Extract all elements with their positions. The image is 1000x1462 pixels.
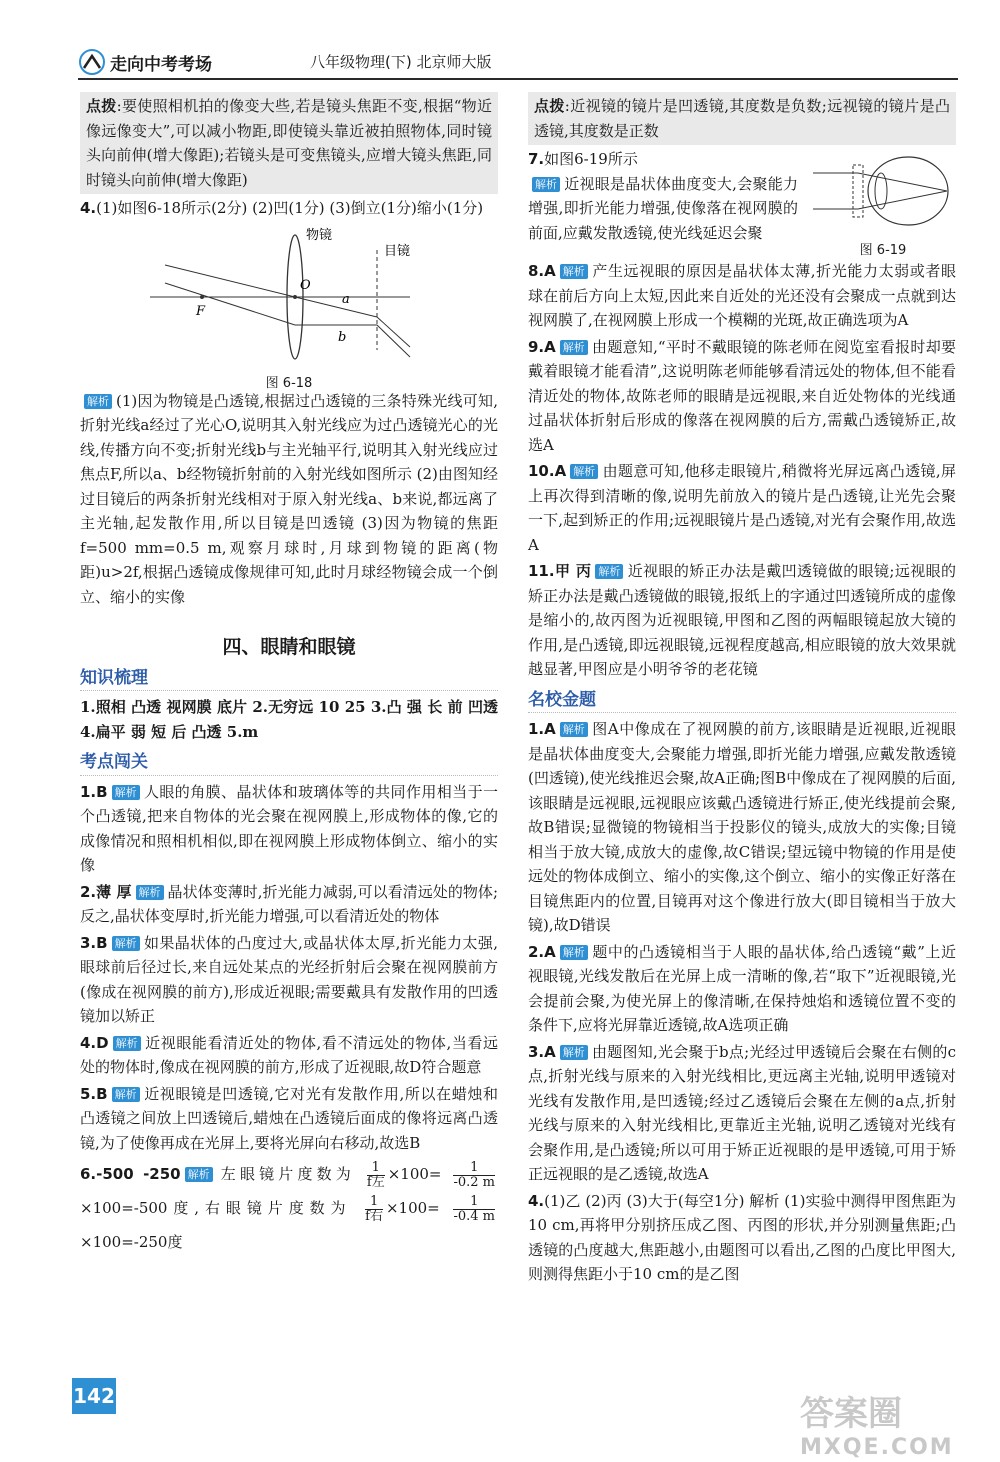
item-text: 题中的凸透镜相当于人眼的晶状体,给凸透镜“戴”上近视眼镜,光线发散后在光屏上成一清晰的像,若“取下”近视眼镜,光会提前会聚,为使光屏上的像清晰,在保持烛焰和透镜位置不变的条件下,应将光屏靠近透镜,故A选项正确 (528, 942, 956, 1034)
objective-label: 物镜 (306, 227, 333, 243)
fraction (453, 1195, 495, 1224)
numerator: 1 (369, 1193, 379, 1209)
center-label: O (300, 277, 311, 293)
item-7-text (528, 147, 798, 245)
eyeball (868, 157, 948, 225)
item-text: 人眼的角膜、晶状体和玻璃体等的共同作用相当于一个凸透镜,把来自物体的光会聚在视网膜上,形成物体的像,它的成像情况和照相机相似,即在视网膜上形成物体倒立、缩小的实像 (80, 782, 498, 874)
item-number: 1.B (80, 782, 108, 801)
answer-item-6 (80, 1157, 498, 1259)
item-text: 图A中像成在了视网膜的前方,该眼睛是近视眼,近视眼是晶状体曲度变大,会聚能力增强,即折光能力增强,应戴发散透镜(凹透镜),使光线推迟会聚,故A正确;图B中像成在了视网膜的后面,该眼睛是远视眼,远视眼应该戴凸透镜进行矫正,使光线提前会聚,故B错误;显微镜的物镜相当于投影仪的镜头,成放大的实像;目镜相当于放大镜,成放大的虚像,故C错误;望远镜中物镜的作用是使远处的物体成倒立、缩小的实像,这个倒立、缩小的实像正好落在目镜焦距内的位置,目镜再对这个像进行放大(即目镜相当于放大镜),故D错误 (528, 720, 956, 934)
lens-diagram (80, 225, 498, 365)
figure-caption: 图 6-19 (859, 242, 907, 258)
item-text: 左眼镜片度数为 (216, 1165, 355, 1183)
answer-item-7 (528, 147, 956, 259)
analysis-tag: 解析 (136, 885, 164, 900)
ray-a-out (295, 297, 377, 317)
section-title: 四、眼睛和眼镜 (222, 636, 356, 658)
tip-label: 点拨 (534, 97, 565, 115)
focus-point (200, 295, 204, 299)
ray-a-label: a (342, 291, 350, 307)
tip-text: :近视镜的镜片是凹透镜,其度数是负数;远视镜的镜片是凸透镜,其度数是正数 (534, 97, 950, 140)
answer-item (528, 1040, 956, 1187)
book-subtitle: 八年级物理(下) 北京师大版 (310, 53, 492, 71)
analysis-tag: 解析 (560, 945, 588, 960)
watermark-line1: 答案圈 (800, 1394, 902, 1434)
item-number: 3.A (528, 1042, 556, 1061)
answer-item (528, 459, 956, 557)
item-text: 由题图知,光会聚于b点;光经过甲透镜后会聚在右侧的c点,折射光线与原来的入射光线相比,更远离主光轴,说明甲透镜对光线有发散作用,是凹透镜;经过乙透镜后会聚在左侧的a点,折射光线与原来的入射光线相比,更靠近主光轴,说明乙透镜对光线有会聚作用,是凸透镜;所以可用于矫正近视眼的是甲透镜,可用于矫正远视眼的是乙透镜,故选A (528, 1042, 956, 1183)
checkpoint-heading: 考点闯关 (80, 750, 498, 776)
item-text: ×100=-500度,右眼镜片度数为 (80, 1199, 352, 1217)
item-number: 2.薄 厚 (80, 882, 132, 901)
item-text: 晶状体变薄时,折光能力减弱,可以看清远处的物体;反之,晶状体变厚时,折光能力增强,可以看清近处的物体 (80, 882, 499, 925)
item-text: (1)乙 (2)丙 (3)大于(每空1分) 解析 (1)实验中测得甲图焦距为10 cm,再将甲分别挤压成乙图、丙图的形状,并分别测量焦距;凸透镜的凸度越大,焦距越小,由题图可以看出,乙图的凸度比甲图大,则测得焦距小于10 cm的是乙图 (528, 1191, 956, 1283)
numerator: 1 (470, 1193, 479, 1209)
page-header (78, 46, 958, 80)
item-text: 由题意可知,他移走眼镜片,稍微将光屏远离凸透镜,屏上再次得到清晰的像,说明先前放入的镜片是凸透镜,让光先会聚一下,起到矫正的作用;远视眼镜片是凸透镜,对光有会聚作用,故选A (528, 462, 956, 554)
ray-a-eye (377, 317, 410, 347)
answer-item (528, 559, 956, 682)
analysis-body: (1)因为物镜是凸透镜,根据过凸透镜的三条特殊光线可知,折射光线a经过了光心O,说明其入射光线应为过凸透镜光心的光线,传播方向不变;折射光线b与主光轴平行,说明其入射光线应过焦点F,所以a、b经物镜折射前的入射光线如图所示 (2)由图知经过目镜后的两条折射光线相对于原入射光线a、b来说,都远离了主光轴,起发散作用,所以目镜是凹透镜 (3)因为物镜的焦距f=500 mm=0.5 m,观察月球时,月球到物镜的距离(物距)u>2f,根据凸透镜成像规律可知,此时月球经物镜会成一个倒立、缩小的实像 (80, 391, 498, 606)
numerator: 1 (470, 1159, 479, 1175)
item-text: ×100= (385, 1199, 440, 1217)
analysis-tag: 解析 (113, 1036, 141, 1051)
famous-heading: 名校金题 (528, 688, 956, 714)
ray-out-bottom (858, 191, 947, 209)
item-text: ×100=-250度 (80, 1233, 183, 1251)
item-number: 10.A (528, 462, 567, 480)
ray-b-eye (377, 325, 410, 357)
item-number: 11.甲 丙 (528, 562, 592, 580)
answer-item (80, 1031, 498, 1080)
denominator: -0.4 m (453, 1208, 495, 1224)
watermark (800, 1386, 980, 1460)
item-text: 近视眼能看清近处的物体,看不清远处的物体,当看远处的物体时,像成在视网膜的前方,形成了近视眼,故D符合题意 (80, 1033, 498, 1076)
item-text: 如图6-19所示 (544, 150, 638, 168)
answer-item (528, 940, 956, 1038)
book-title: 走向中考考场 (110, 55, 212, 75)
item-text: 近视眼镜是凹透镜,它对光有发散作用,所以在蜡烛和凸透镜之间放上凹透镜后,蜡烛在凸透镜后面成的像将远离凸透镜,为了使像再成在光屏上,要将光屏向右移动,故选B (80, 1084, 498, 1152)
numerator: 1 (371, 1159, 380, 1175)
analysis-tag: 解析 (570, 464, 598, 479)
analysis-tag: 解析 (560, 264, 588, 279)
eye-diagram (813, 151, 953, 231)
item-text: (1)如图6-18所示(2分) (2)凹(1分) (3)倒立(1分)缩小(1分) (96, 199, 484, 217)
answer-item (528, 259, 956, 333)
analysis-tag: 解析 (112, 1087, 140, 1102)
answer-item (528, 717, 956, 938)
denominator: f右 (365, 1208, 383, 1224)
page-number: 142 (72, 1378, 116, 1414)
answer-item (80, 1082, 498, 1156)
item-number: 2.A (528, 942, 556, 961)
analysis-tag: 解析 (560, 1045, 588, 1060)
fraction (365, 1195, 383, 1224)
ray-out-top (858, 173, 947, 191)
item-number: 9.A (528, 337, 556, 356)
analysis-text (80, 389, 498, 610)
item-number: 4. (80, 199, 97, 217)
item-number: 1.A (528, 720, 556, 738)
ray-a-in (165, 265, 295, 297)
answer-item (80, 931, 498, 1029)
analysis-tag: 解析 (112, 936, 140, 951)
analysis-tag: 解析 (185, 1167, 213, 1182)
answer-item (528, 335, 956, 458)
figure-6-18 (80, 225, 498, 391)
fraction (453, 1161, 495, 1190)
figure-caption: 图 6-18 (265, 376, 313, 391)
item-text: 产生远视眼的原因是晶状体太薄,折光能力太弱或者眼球在前后方向上太短,因此来自近处的光还没有会聚成一点就到达视网膜了,在视网膜上形成一个模糊的光斑,故正确选项为A (528, 262, 956, 329)
ray-b-in (165, 283, 295, 325)
item-text: 如果晶状体的凸度过大,或晶状体太厚,折光能力太强,眼球前后径过长,来自远处某点的光经折射后会聚在视网膜前方(像成在视网膜的前方),形成近视眼;需要戴具有发散作用的凹透镜加以矫正 (80, 933, 498, 1025)
analysis-tag: 解析 (560, 340, 588, 355)
item-number: 4.D (80, 1033, 109, 1052)
knowledge-heading: 知识梳理 (80, 666, 498, 692)
tip-box (80, 92, 498, 194)
item-number: 4. (528, 1191, 545, 1210)
item-number: 6.-500 -250 (80, 1165, 181, 1183)
item-text: 近视眼的矫正办法是戴凹透镜做的眼镜;远视眼的矫正办法是戴凸透镜做的眼镜,报纸上的字通过凹透镜所成的虚像是缩小的,故丙图为近视眼镜,甲图和乙图的两幅眼镜起放大镜的作用,是凸透镜,即远视眼镜,远视程度越高,相应眼镜的放大效果就越显著,甲图应是小明爷爷的老花镜 (528, 562, 956, 678)
analysis-tag: 解析 (84, 394, 112, 409)
figure-6-19 (813, 151, 953, 263)
analysis-tag: 解析 (595, 564, 623, 579)
item-text: ×100= (387, 1165, 442, 1183)
denominator: -0.2 m (453, 1174, 495, 1190)
item-number: 8.A (528, 262, 556, 280)
focus-label: F (196, 303, 206, 319)
logo-icon (78, 48, 106, 76)
ray-b-label: b (338, 329, 347, 345)
item-number: 5.B (80, 1084, 108, 1103)
analysis-tag: 解析 (532, 177, 560, 192)
fraction (367, 1161, 385, 1190)
denominator: f左 (366, 1174, 385, 1190)
answer-item (528, 1189, 956, 1287)
tip-box (528, 92, 956, 145)
item-number: 7. (528, 150, 545, 168)
center-point (293, 295, 297, 299)
analysis-tag: 解析 (560, 722, 588, 737)
knowledge-text: 1.照相 凸透 视网膜 底片 2.无穷远 10 25 3.凸 强 长 前 凹透 4.扁平 弱 短 后 凸透 5.m (80, 698, 498, 741)
right-column (528, 92, 956, 1289)
analysis-body: 近视眼是晶状体曲度变大,会聚能力增强,即折光能力增强,使像落在视网膜的前面,应戴发散透镜,使光线延迟会聚 (528, 174, 798, 242)
watermark-line2: MXQE.COM (800, 1435, 954, 1460)
eyepiece-label: 目镜 (384, 243, 411, 259)
header-rule (78, 78, 958, 80)
item-number: 3.B (80, 933, 108, 952)
analysis-tag: 解析 (112, 785, 140, 800)
item-text: 由题意知,“平时不戴眼镜的陈老师在阅览室看报时却要戴着眼镜才能看清”,这说明陈老师能够看清远处的物体,但不能看清近处的物体,故陈老师的眼睛是远视眼,来自近处物体的光线通过晶状体折射后形成的像落在视网膜的后方,需戴凸透镜矫正,故选A (528, 337, 956, 454)
tip-text: :要使照相机拍的像变大些,若是镜头焦距不变,根据“物近像远像变大”,可以减小物距,即使镜头靠近被拍照物体,同时镜头向前伸(增大像距);若镜头是可变焦镜头,应增大镜头焦距,同时镜头向前伸(增大像距) (86, 97, 492, 189)
answer-item (80, 880, 498, 929)
tip-label: 点拨 (86, 97, 117, 115)
answer-item (80, 196, 498, 221)
left-column (80, 92, 498, 1261)
answer-item (80, 780, 498, 878)
